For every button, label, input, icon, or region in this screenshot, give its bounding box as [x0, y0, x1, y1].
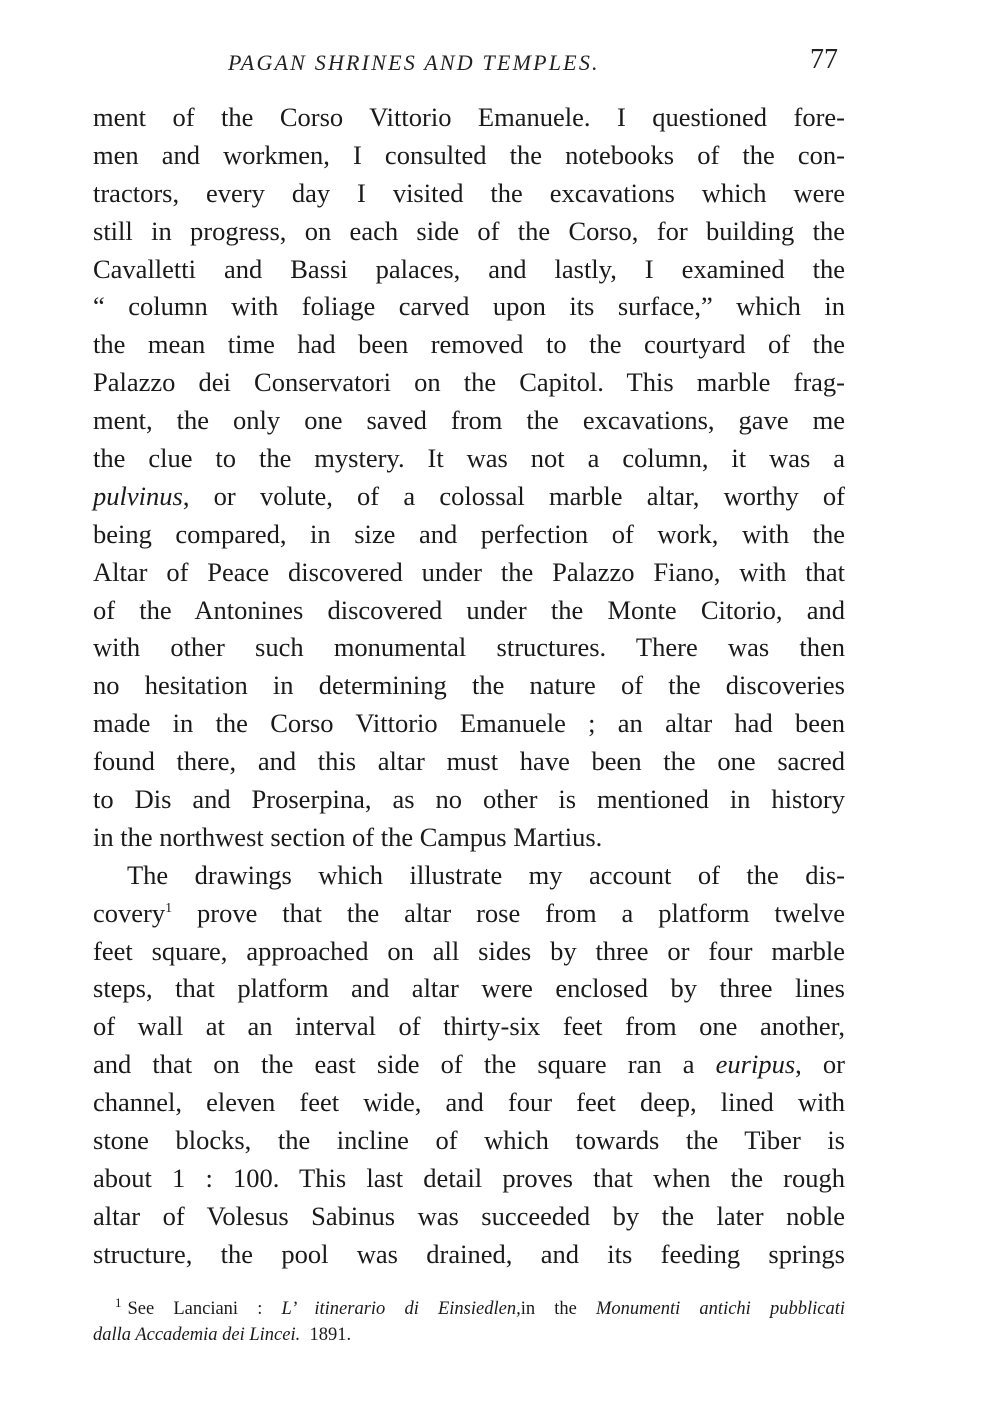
citation-source: Monumenti antichi pubblicati — [596, 1299, 845, 1319]
text-line: stone blocks, the incline of which towards the Tiber is — [93, 1125, 845, 1156]
text-line: Cavalletti and Bassi palaces, and lastly, I examined the — [93, 253, 845, 284]
text-line: made in the Corso Vittorio Emanuele ; an altar had been — [93, 708, 845, 739]
text-span: covery — [93, 897, 166, 928]
text-line: with other such monumental structures. There was then — [93, 632, 845, 663]
footnote-mark: 1 — [115, 1294, 122, 1310]
text-line: the mean time had been removed to the courtyard of the — [93, 329, 845, 360]
footnote-line — [93, 1322, 845, 1348]
paragraph — [93, 857, 845, 1274]
italic-term: pulvinus — [93, 480, 183, 511]
text-line: ment, the only one saved from the excavations, gave me — [93, 405, 845, 436]
text-line: “ column with foliage carved upon its surface,” which in — [93, 291, 845, 322]
text-span: , or volute, of a colossal marble altar, worthy of — [182, 480, 845, 511]
text-line: ment of the Corso Vittorio Emanuele. I questioned fore- — [93, 102, 845, 132]
text-line: being compared, in size and perfection of work, with the — [93, 518, 845, 549]
citation-title: L’ itinerario di Einsiedlen, — [281, 1299, 521, 1319]
text-line: the clue to the mystery. It was not a column, it was a — [93, 443, 845, 474]
text-line: The drawings which illustrate my account of the dis- — [127, 859, 845, 890]
footnote — [93, 1296, 845, 1348]
running-header — [0, 42, 1000, 82]
text-line: of the Antonines discovered under the Monte Citorio, and — [93, 594, 845, 625]
citation-source: dalla Accademia dei Lincei. — [93, 1325, 301, 1345]
text-line: altar of Volesus Sabinus was succeeded by the later noble — [93, 1200, 845, 1231]
footnote-line — [93, 1296, 845, 1322]
text-line: no hesitation in determining the nature of the discoveries — [93, 670, 845, 701]
text-line: channel, eleven feet wide, and four feet deep, lined with — [93, 1087, 845, 1118]
text-line: Palazzo dei Conservatori on the Capitol. This marble frag- — [93, 367, 845, 398]
italic-term: euripus — [715, 1049, 796, 1080]
text-line: in the northwest section of the Campus Martius. — [93, 821, 603, 852]
text-line: of wall at an interval of thirty-six feet from one another, — [93, 1011, 845, 1042]
text-line: found there, and this altar must have been the one sacred — [93, 746, 845, 777]
text-line: still in progress, on each side of the Corso, for building the — [93, 215, 845, 246]
text-span: See Lanciani : — [127, 1299, 282, 1319]
running-title: PAGAN SHRINES AND TEMPLES. — [228, 50, 600, 75]
text-line — [93, 1046, 845, 1084]
text-span: prove that the altar rose from a platform twelve — [172, 897, 845, 928]
text-line: structure, the pool was drained, and its feeding springs — [93, 1238, 845, 1269]
text-line: tractors, every day I visited the excavations which were — [93, 177, 845, 208]
text-line: Altar of Peace discovered under the Palazzo Fiano, with that — [93, 556, 845, 587]
text-line: men and workmen, I consulted the notebooks of the con- — [93, 139, 845, 170]
text-line: feet square, approached on all sides by three or four marble — [93, 935, 845, 966]
text-span: in the — [520, 1299, 597, 1319]
citation-year: 1891. — [300, 1325, 352, 1345]
body-text — [93, 99, 845, 1274]
text-line: to Dis and Proserpina, as no other is mentioned in history — [93, 784, 845, 815]
text-span: , or — [795, 1049, 845, 1080]
text-span: and that on the east side of the square ran a — [93, 1049, 716, 1080]
text-line — [93, 895, 845, 933]
paragraph — [93, 99, 845, 857]
text-line: steps, that platform and altar were enclosed by three lines — [93, 973, 845, 1004]
text-line: about 1 : 100. This last detail proves that when the rough — [93, 1162, 845, 1193]
text-line — [93, 478, 845, 516]
footnote-reference[interactable]: 1 — [165, 900, 173, 916]
page-number: 77 — [810, 44, 838, 75]
